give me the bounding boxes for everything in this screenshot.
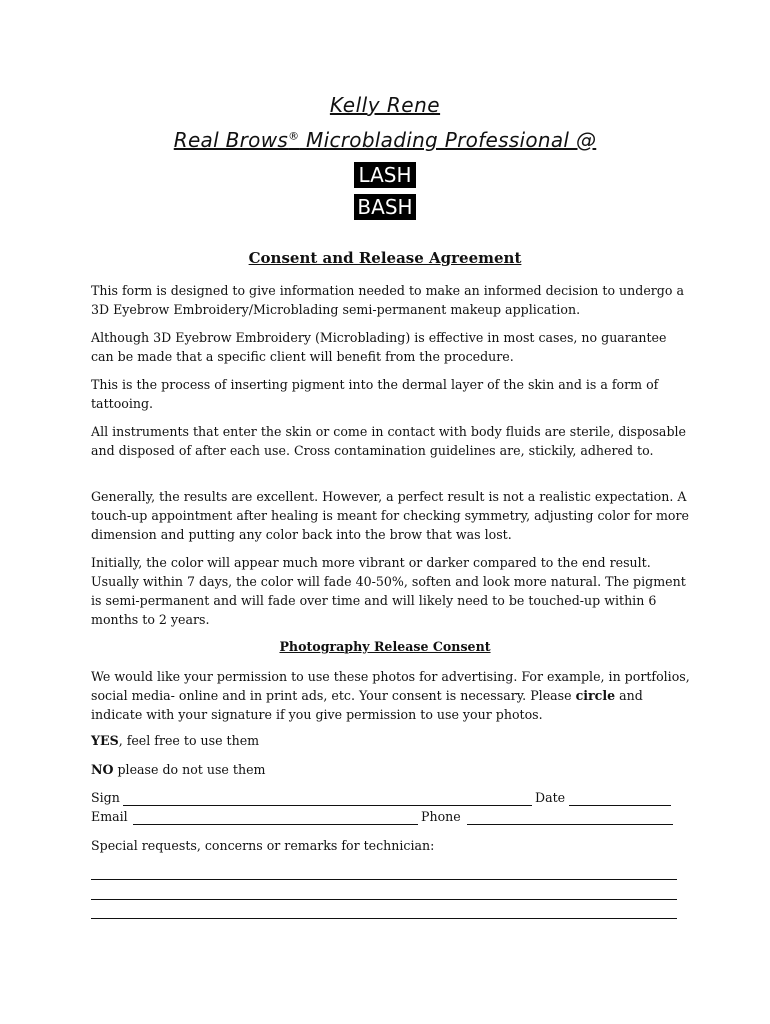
- option-no-label: NO: [91, 762, 114, 777]
- paragraph-photo-permission: [91, 667, 691, 724]
- option-no-text: please do not use them: [113, 762, 266, 777]
- email-label: Email: [91, 809, 128, 824]
- paragraph-color: Initially, the color will appear much more vibrant or darker compared to the end result. Usually within 7 days, the color will fade 40-50%, soften and look more natural. The pigment is semi-permanent and will fade over time and will likely need to be touched-up within 6 months to 2 years.: [91, 555, 686, 627]
- photo-release-title: Photography Release Consent: [279, 639, 491, 654]
- logo-line-bash: BASH: [354, 194, 416, 220]
- paragraph-results: Generally, the results are excellent. However, a perfect result is not a realistic expectation. A touch-up appointment after healing is meant for checking symmetry, adjusting color for more dimension and putting any color back into the brow that was lost.: [91, 489, 689, 542]
- registered-mark: ®: [288, 129, 300, 143]
- special-requests-line-3[interactable]: [91, 918, 677, 919]
- header-title-prefix: Real Brows: [173, 128, 289, 152]
- paragraph-process: This is the process of inserting pigment into the dermal layer of the skin and is a form of tattooing.: [91, 377, 659, 411]
- header-name: Kelly Rene: [329, 93, 441, 117]
- phone-field[interactable]: [467, 824, 673, 825]
- photo-text-after: and indicate with your signature if you give permission to use your photos.: [91, 688, 643, 722]
- paragraph-guarantee: Although 3D Eyebrow Embroidery (Microblading) is effective in most cases, no guarantee can be made that a specific client will benefit from the procedure.: [91, 330, 667, 364]
- date-field[interactable]: [569, 805, 671, 806]
- option-yes[interactable]: [91, 733, 259, 748]
- paragraph-intro: This form is designed to give information needed to make an informed decision to undergo a 3D Eyebrow Embroidery/Microblading semi-permanent makeup application.: [91, 283, 684, 317]
- special-requests-line-1[interactable]: [91, 879, 677, 880]
- option-yes-label: YES: [91, 733, 119, 748]
- email-phone-row: [91, 809, 691, 828]
- option-yes-text: , feel free to use them: [118, 733, 260, 748]
- logo-line-lash: LASH: [354, 162, 416, 188]
- option-no[interactable]: [91, 762, 265, 777]
- phone-label: Phone: [421, 809, 461, 824]
- header-title: [0, 128, 770, 152]
- header-title-suffix: Microblading Professional @: [299, 128, 597, 152]
- special-requests-label: Special requests, concerns or remarks for technician:: [91, 838, 435, 853]
- photo-emphasis-circle: circle: [575, 688, 616, 703]
- date-label: Date: [535, 790, 566, 805]
- paragraph-instruments: All instruments that enter the skin or come in contact with body fluids are sterile, disposable and disposed of after each use. Cross contamination guidelines are, stickily, adhered to.: [91, 424, 686, 458]
- sign-field[interactable]: [123, 805, 532, 806]
- special-requests-line-2[interactable]: [91, 899, 677, 900]
- document-title: Consent and Release Agreement: [248, 249, 522, 267]
- sign-date-row: [91, 790, 691, 809]
- email-field[interactable]: [133, 824, 418, 825]
- photo-text-before: We would like your permission to use these photos for advertising. For example, in portfolios, social media- online and in print ads, etc. Your consent is necessary. Please: [91, 669, 690, 703]
- sign-label: Sign: [91, 790, 120, 805]
